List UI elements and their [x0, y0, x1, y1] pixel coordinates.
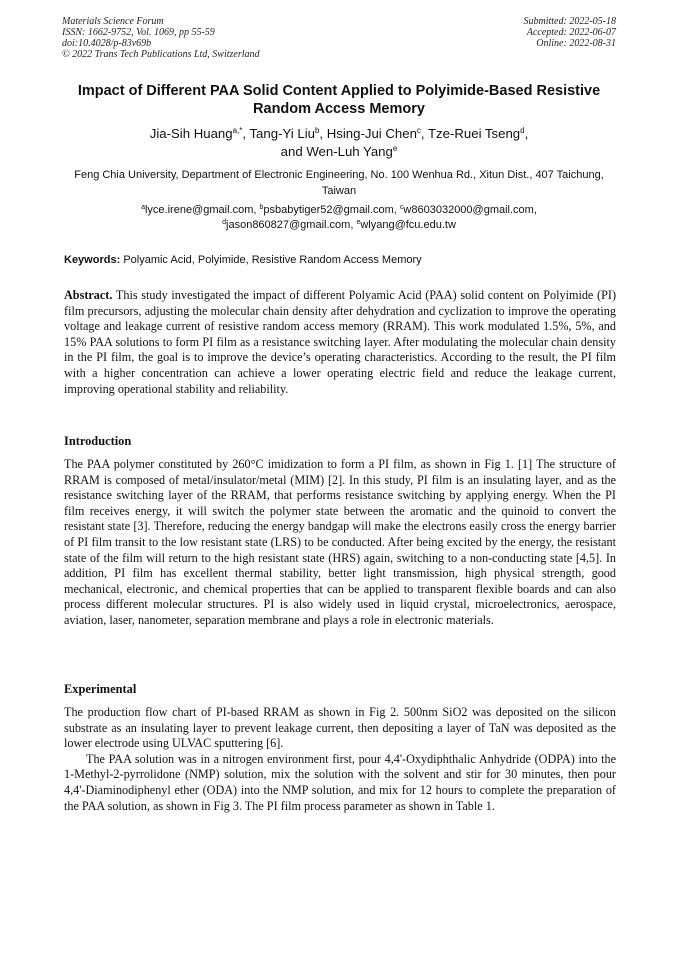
- experimental-body: [64, 705, 616, 814]
- email-link[interactable]: wlyang@fcu.edu.tw: [360, 219, 456, 231]
- author-sup: a,*: [232, 126, 243, 135]
- issn-line: ISSN: 1662-9752, Vol. 1069, pp 55-59: [62, 27, 215, 38]
- keywords-text: Polyamic Acid, Polyimide, Resistive Random Access Memory: [123, 254, 422, 266]
- keywords-label: Keywords:: [64, 254, 121, 266]
- submitted-date: Submitted: 2022-05-18: [523, 16, 616, 27]
- author-sup: d: [520, 126, 525, 135]
- accepted-date: Accepted: 2022-06-07: [526, 27, 616, 38]
- author-sup: b: [314, 126, 320, 135]
- doi: doi:10.4028/p-83v69b: [62, 38, 152, 49]
- author-sup: e: [392, 144, 398, 153]
- author-list: Jia-Sih Huang$^{a,*}$, Tang-Yi Liu$^b$, Hsing-Jui Chen$^c$, Tze-Ruei Tseng$^d$, and Wen-Luh Yang$^e$: [149, 126, 529, 159]
- author: and Wen-Luh Yang: [280, 144, 393, 159]
- paragraph: The PAA solution was in a nitrogen environment first, pour 4,4'-Oxydiphthalic Anhydride (ODPA) into the 1-Methyl-2-pyrrolidone (NMP) solution, mix the solution with the solvent and stir for 30 minutes, then pour 4,4'-Diaminodiphenyl ether (ODA) into the NMP solution, and mix for 12 hours to complete the preparation of the PAA solution, as shown in Fig 3. The PI film process parameter as shown in Table 1.: [64, 751, 616, 813]
- author-sup: c: [416, 126, 421, 135]
- paragraph: The production flow chart of PI-based RRAM as shown in Fig 2. 500nm SiO2 was deposited on the silicon substrate as an insulating layer to prevent leakage current, then depositing a layer of TaN was deposited as the lower electrode using ULVAC sputtering [6].: [64, 705, 616, 751]
- email-link[interactable]: lyce.irene@gmail.com: [144, 204, 254, 216]
- author: Jia-Sih Huang: [149, 126, 233, 141]
- header-left: [62, 16, 260, 60]
- paper-title: Impact of Different PAA Solid Content Applied to Polyimide-Based Resistive Random Access Memory: [77, 83, 601, 117]
- online-date: Online: 2022-08-31: [536, 38, 616, 49]
- abstract-label: Abstract.: [64, 288, 113, 302]
- email-link[interactable]: psbabytiger52@gmail.com: [263, 204, 394, 216]
- paragraph: The PAA polymer constituted by 260°C imidization to form a PI film, as shown in Fig 1. [1] The structure of RRAM is composed of metal/insulator/metal (MIM) [2]. In this study, PI film is an insulating layer, and as the resistance switching layer of the RRAM, that performs resistance switching by applying energy. When the PI film receives energy, it will switch the polymer state between the aromatic and the quinoid to convert the resistant state [3]. Therefore, reducing the energy bandgap will make the electrons easily cross the energy barrier of PI film transit to the low resistant state (LRS) to be conducted. After being excited by the energy, the resistant state of the film will return to the high resistant state (HRS) again, switching to a non-conducting state [4,5]. In addition, PI film has excellent thermal stability, better light transmission, high physical strength, good mechanical, electronic, and chemical properties that can be applied to transparent flexible boards and can also process different molecular structures. PI is also widely used in liquid crystal, microelectronics, aerospace, aviation, laser, nanometer, separation membrane and plays a role in electronic materials.: [64, 457, 616, 627]
- author: Hsing-Jui Chen: [326, 126, 417, 141]
- copyright: © 2022 Trans Tech Publications Ltd, Switzerland: [62, 49, 260, 60]
- email-link[interactable]: w8603032000@gmail.com: [403, 204, 534, 216]
- experimental-heading: Experimental: [64, 682, 137, 696]
- keywords: [64, 253, 616, 267]
- email-list: $^a$lyce.irene@gmail.com, $^b$psbabytiger52@gmail.com, $^c$w8603032000@gmail.com, $^d$jason860827@gmail.com, $^e$wlyang@fcu.edu.tw: [141, 204, 537, 231]
- introduction-heading: Introduction: [64, 434, 132, 448]
- abstract: [64, 288, 616, 397]
- header-right: [524, 16, 617, 49]
- email-link[interactable]: jason860827@gmail.com: [226, 219, 351, 231]
- author: Tang-Yi Liu: [249, 126, 315, 141]
- introduction-body: [64, 457, 616, 629]
- journal-name: Materials Science Forum: [62, 16, 164, 27]
- affiliation: Feng Chia University, Department of Electronic Engineering, No. 100 Wenhua Rd., Xitun Dist., 407 Taichung, Taiwan: [74, 169, 604, 197]
- author: Tze-Ruei Tseng: [428, 126, 521, 141]
- abstract-text: This study investigated the impact of different Polyamic Acid (PAA) solid content on Polyimide (PI) film precursors, adjusting the molecular chain density after dehydration and cyclization to improve the operating voltage and leakage current of resistive random access memory (RRAM). This work modulated 1.5%, 5%, and 15% PAA solutions to form PI film as a resistance switching layer. After modulating the molecular chain density in the PI film, the goal is to improve the device’s operating characteristics. According to the result, the PI film with a higher concentration can achieve a lower operating electric field and reduce the leakage current, improving operational stability and reliability.: [64, 288, 616, 396]
